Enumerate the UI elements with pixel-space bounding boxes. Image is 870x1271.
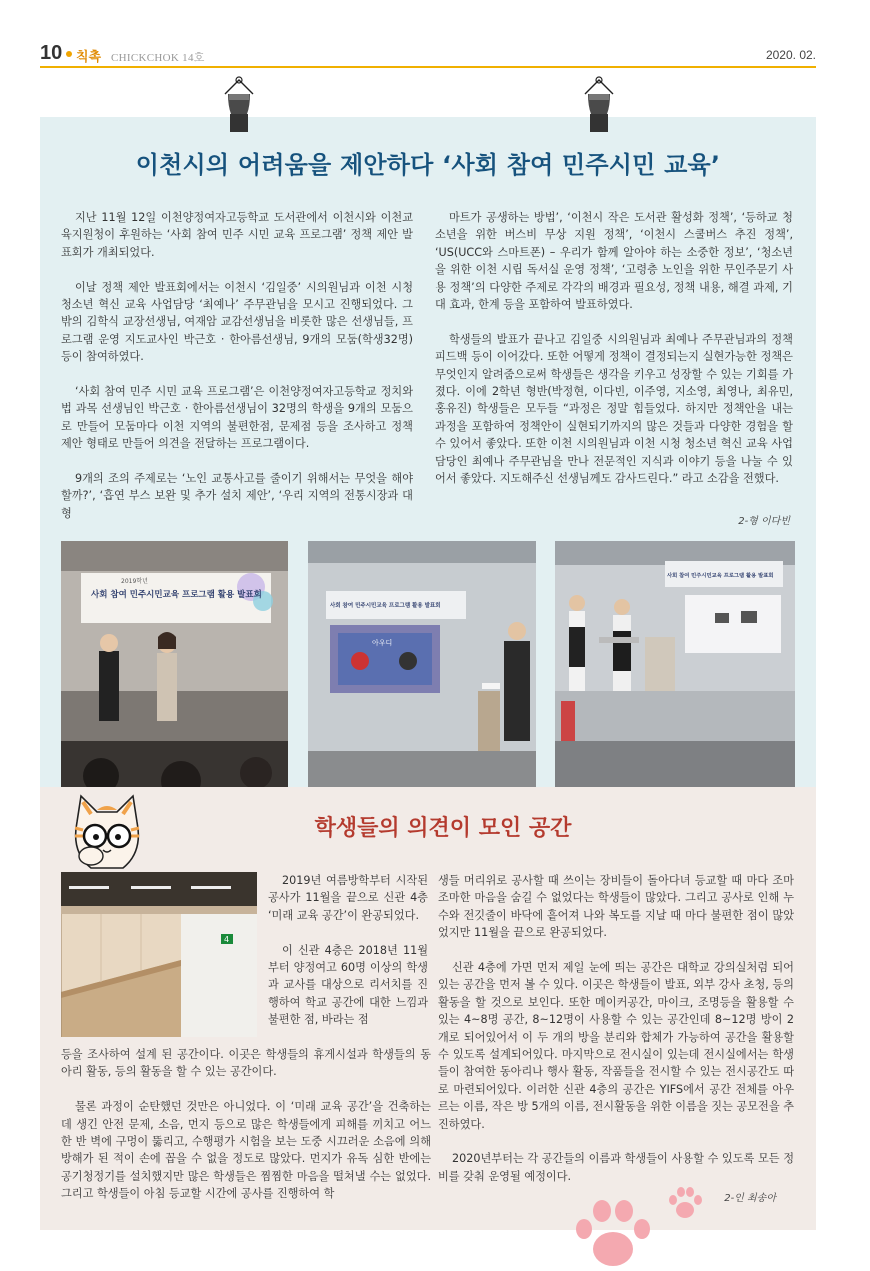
article-column-left-bottom [61,1046,431,1203]
article-column-left-top [268,872,428,1029]
header-dot-icon [66,51,72,57]
paper-clip-icon [579,74,619,134]
room-sign: 4 [224,935,230,944]
author-byline: 2-인 최송아 [724,1193,776,1204]
paw-print-small-icon [667,1186,703,1220]
article-column-right [438,872,794,1185]
header-divider [40,66,816,68]
paragraph: 등을 조사하여 설계 된 공간이다. 이곳은 학생들의 휴게시설과 학생들의 동아리 활동, 등의 활동을 할 수 있는 공간이다. [61,1048,431,1079]
presentation-photo-1-image [61,541,288,793]
presentation-photo-2-image [308,541,536,793]
paper-clip-icon [219,74,259,134]
article-civic-education [40,117,816,803]
magazine-subtitle: CHICKCHOK 14호 [111,52,205,64]
paragraph: 2019년 여름방학부터 시작된 공사가 11월을 끝으로 신관 4층 ‘미래 교육 공간’이 완공되었다. [268,874,428,922]
paragraph: 2020년부터는 각 공간들의 이름과 학생들이 사용할 수 있도록 모든 정비를 갖춰 운영될 예정이다. [438,1152,794,1183]
paragraph: 물론 과정이 순탄했던 것만은 아니었다. 이 ‘미래 교육 공간’을 건축하는데 생긴 안전 문제, 소음, 먼지 등으로 많은 학생들에게 피해를 끼치고 어느 한 반 벽에 구멍이 뚫리고, 수행평가 시험을 보는 도중 시끄러운 소음에 의해 방해가 된 적이 손에 꼽을 수 없을 정도로 많았다. 먼지가 유독 심한 반에는 공기청정기를 설치했지만 많은 학생들은 찜찜한 마음을 떨쳐낼 수는 없었다. 그리고 학생들이 아침 등교할 시간에 공사를 진행하여 학 [61,1100,431,1201]
article-column-right [435,209,793,487]
paragraph: 학생들의 발표가 끝나고 김일중 시의원님과 최예나 주무관님과의 정책 피드백 등이 이어갔다. 또한 어떻게 정책이 결정되는지 실현가능한 정책은 무엇인지 알려줌으로써 학생들은 생각을 키우고 성장할 수 있는 기회를 가졌다. 이에 2학년 형반(박정현, 이다빈, 이주영, 지소영, 최영나, 최유민, 홍유진) 학생들은 모두들 “과정은 정말 힘들었다. 하지만 정책안을 내는 과정을 포함하여 정책안이 실현되기까지의 많은 것들과 다양한 경험을 할 수 있어서 좋았다. 또한 이천 시의원님과 이천 시청 청소년 혁신 교육 사업 담당인 최예나 주무관님을 만나 전문적인 지식과 이야기 등을 나눌 수 있어서 좋았다. 지도해주신 선생님께도 감사드린다.” 라고 소감을 전했다. [435,332,793,486]
paragraph: 이날 정책 제안 발표회에서는 이천시 ‘김일중’ 시의원님과 이천 시청 청소년 혁신 교육 사업담당 ‘최예나’ 주무관님을 모시고 진행되었다. 그 밖의 김학식 교장선생님, 여재암 교감선생님을 비롯한 많은 선생님들, 프로그램 운영 지도교사인 박근호 · 한아름선생님, 9개의 모둠(학생32명) 등이 참여하였다. [61,280,413,364]
banner-text: 사회 참여 민주시민교육 프로그램 활용 발표회 [667,573,774,579]
page-header [0,0,870,66]
presentation-photo-3-image [555,541,795,793]
author-byline: 2-형 이다빈 [738,516,790,527]
paragraph: ‘사회 참여 민주 시민 교육 프로그램’은 이천양정여자고등학교 정치와 법 과목 선생님인 박근호 · 한아름선생님이 32명의 학생을 9개의 모둠으로 만들어 모둠마다 이천 지역의 불편한점, 문제점 등을 조사하고 정책 제안 형태로 만들어 의견을 전달하는 프로그램이다. [61,385,413,451]
article-title: 이천시의 어려움을 제안하다 ‘사회 참여 민주시민 교육’ [135,151,721,179]
new-space-photo-image [61,872,257,1037]
page-number: 10 [40,42,63,64]
paragraph: 지난 11월 12일 이천양정여자고등학교 도서관에서 이천시와 이천교육지원청이 후원하는 ‘사회 참여 민주 시민 교육 프로그램’ 정책 제안 발표회가 개최되었다. [61,211,413,259]
article-title: 학생들의 의견이 모인 공간 [314,816,572,841]
banner-text: 사회 참여 민주시민교육 프로그램 활용 발표회 [330,603,441,609]
presentation-photo-3 [555,541,795,793]
banner-small-text: 2019학년 [121,578,148,585]
paragraph: 9개의 조의 주제로는 ‘노인 교통사고를 줄이기 위해서는 무엇을 해야 할까?’, ‘흡연 부스 보완 및 추가 설치 제안’, ‘우리 지역의 전통시장과 대형 [61,472,413,520]
paragraph: 신관 4층에 가면 먼저 제일 눈에 띄는 공간은 대학교 강의실처럼 되어있는 공간을 먼저 볼 수 있다. 이곳은 학생들이 발표, 외부 강사 초청, 등의 활동을 할 것으로 보인다. 또한 메이커공간, 마이크, 조명등을 활용할 수 있는 4~8명 공간, 8~12명이 사용할 수 있는 공간인데 8~12명 방이 2개로 되어있어서 이 두 개의 방을 분리와 합체가 가능하여 공간을 활용할 수 있도록 설계되어있다. 마지막으로 전시실이 있는데 전시실에서는 학생들이 참여한 동아리나 행사 활동, 작품들을 전시할 수 있는 전시공간도 따로 마련되어있다. 이러한 신관 4층의 공간은 YIFS에서 공간 전체를 아우르는 이름, 작은 방 5개의 이름, 전시활동을 위한 이름을 짓는 공모전을 추진하였다. [438,961,794,1131]
paw-print-large-icon [574,1199,652,1269]
banner-text: 사회 참여 민주시민교육 프로그램 활용 발표회 [91,590,262,600]
magazine-title: 칙촉 [76,50,102,65]
new-space-photo [61,872,257,1037]
article-new-space [40,787,816,1230]
article-column-left [61,209,413,522]
presentation-photo-1 [61,541,288,793]
paragraph: 생들 머리위로 공사할 때 쓰이는 장비들이 돌아다녀 등교할 때 마다 조마조마한 마음을 숨길 수 없었다는 학생들이 많았다. 그리고 공사로 인해 누수와 전깃줄이 바닥에 흩어져 나와 복도를 지날 때 마다 불편한 점이 많았었지만 11월을 끝으로 완공되었다. [438,874,794,940]
issue-date: 2020. 02. [765,48,816,62]
paragraph: 이 신관 4층은 2018년 11월부터 양정여고 60명 이상의 학생과 교사를 대상으로 리서치를 진행하여 학교 공간에 대한 느낌과 불편한 점, 바라는 점 [268,943,428,1027]
paragraph: 마트가 공생하는 방법’, ‘이천시 작은 도서관 활성화 정책’, ‘등하교 청소년을 위한 버스비 무상 지원 정책’, ‘이천시 스쿨버스 추진 정책’, ‘US(UCC와 스마트폰) – 우리가 함께 알아야 하는 소중한 정보’, ‘청소년을 위한 이천 시립 독서실 운영 정책’, ‘고령층 노인을 위한 무인주문기 사용 정책’의 다양한 주제로 각각의 배경과 필요성, 정책 내용, 해결 과제, 기대 효과, 한계 등을 포함하여 발표하였다. [435,211,793,312]
screen-text: 아우디 [372,639,393,647]
presentation-photo-2 [308,541,536,793]
